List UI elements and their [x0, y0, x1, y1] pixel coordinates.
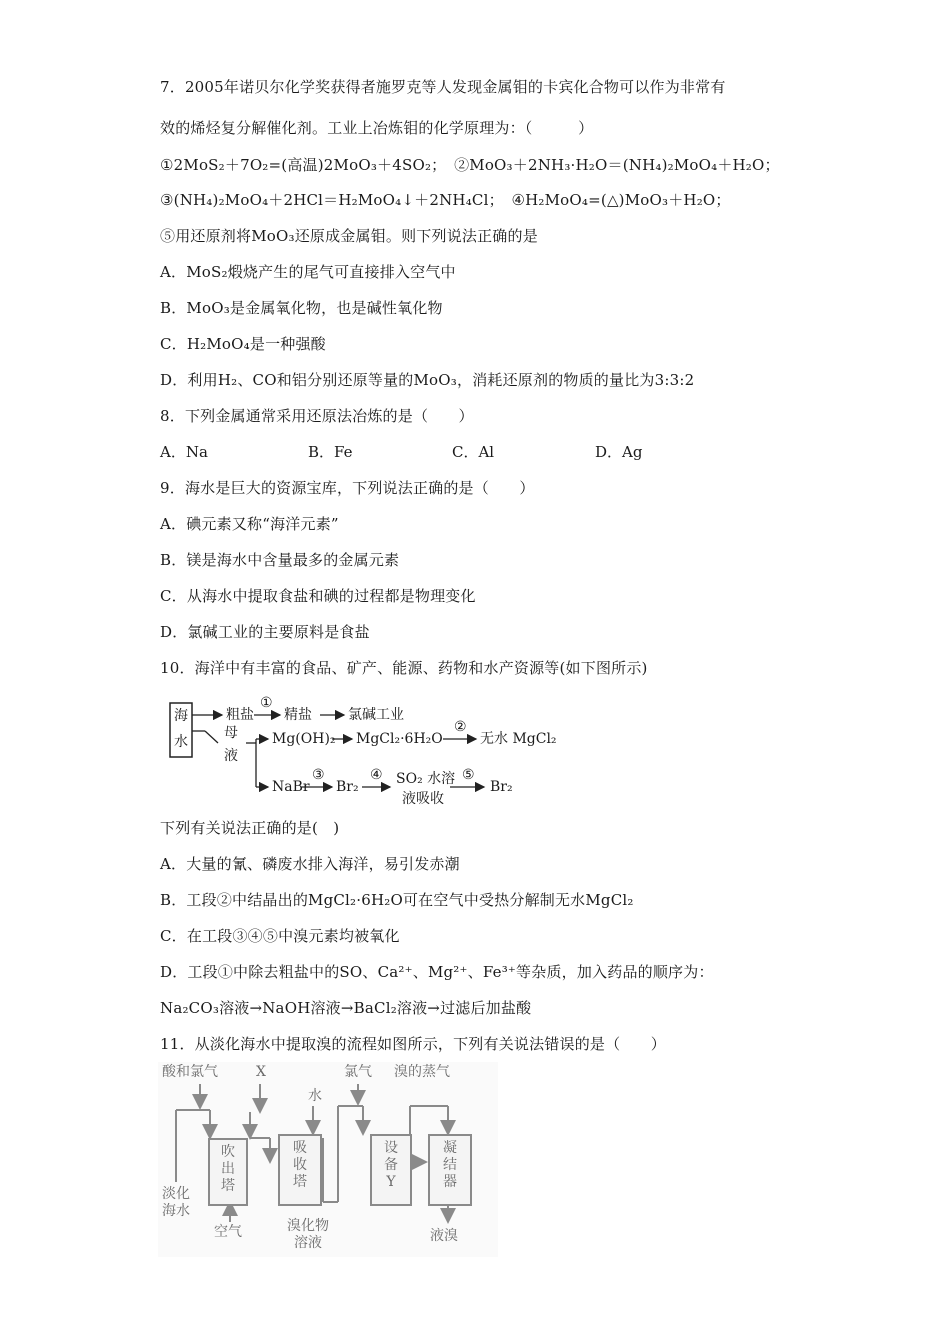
q11-x-label: X [256, 1064, 266, 1080]
q11-device-y-label: 设备Y [384, 1140, 398, 1190]
q7-stem-line2: 效的烯烃复分解催化剂。工业上冶炼钼的化学原理为：（ ） [160, 119, 594, 137]
q10-br2-second: Br₂ [490, 779, 513, 795]
q10-step5-marker: ⑤ [462, 767, 475, 783]
q11-absorption-tower-label: 吸收塔 [293, 1140, 307, 1190]
q9-option-b: B．镁是海水中含量最多的金属元素 [160, 551, 400, 569]
q7-stem-line1: 7．2005年诺贝尔化学奖获得者施罗克等人发现金属钼的卡宾化合物可以作为非常有 [160, 78, 726, 96]
q11-chlorine-label: 氯气 [344, 1064, 372, 1080]
q10-nabr: NaBr [272, 779, 310, 795]
q11-condenser-label: 凝结器 [443, 1140, 457, 1190]
q10-flow-diagram [160, 695, 580, 810]
q11-liquid-bromine-label: 液溴 [430, 1228, 458, 1244]
q11-stem: 11．从淡化海水中提取溴的流程如图所示，下列有关说法错误的是（ ） [160, 1035, 666, 1053]
q11-absorption-tower [278, 1134, 322, 1206]
q10-water-label: 水 [174, 734, 188, 750]
q11-condenser [428, 1134, 472, 1206]
q11-bromide-solution-label: 溴化物溶液 [287, 1218, 329, 1251]
q10-anhydrous-mgcl2: 无水 MgCl₂ [480, 731, 557, 747]
q8-option-c: C．Al [452, 443, 495, 461]
q11-air-label: 空气 [214, 1224, 242, 1240]
q7-option-c: C．H₂MoO₄是一种强酸 [160, 335, 326, 353]
q7-equations-line1: ①2MoS₂＋7O₂=(高温)2MoO₃＋4SO₂； ②MoO₃＋2NH₃·H₂O＝(NH₄)₂MoO₄＋H₂O； [160, 156, 780, 174]
q10-option-c: C．在工段③④⑤中溴元素均被氧化 [160, 927, 400, 945]
q10-crude-salt: 粗盐 [226, 707, 254, 723]
q10-mother-label: 母 [224, 725, 238, 741]
q8-option-a: A．Na [160, 443, 208, 461]
q7-equations-line2: ③(NH₄)₂MoO₄＋2HCl＝H₂MoO₄↓＋2NH₄Cl； ④H₂MoO₄=(△)MoO₃＋H₂O； [160, 191, 731, 209]
q11-device-y [370, 1134, 412, 1206]
q9-option-d: D．氯碱工业的主要原料是食盐 [160, 623, 370, 641]
q10-stem: 10．海洋中有丰富的食品、矿产、能源、药物和水产资源等(如下图所示) [160, 659, 648, 677]
q7-option-a: A．MoS₂煅烧产生的尾气可直接排入空气中 [160, 263, 456, 281]
q10-br2-first: Br₂ [336, 779, 359, 795]
q10-step2-marker: ② [454, 719, 467, 735]
q9-stem: 9．海水是巨大的资源宝库，下列说法正确的是（ ） [160, 479, 535, 497]
q11-blow-out-tower-label: 吹出塔 [221, 1144, 235, 1194]
q10-chlor-alkali: 氯碱工业 [348, 707, 404, 723]
q11-blow-out-tower [208, 1138, 248, 1206]
q10-step4-marker: ④ [370, 767, 383, 783]
q7-stem-line5: ⑤用还原剂将MoO₃还原成金属钼。则下列说法正确的是 [160, 227, 538, 245]
q10-option-d-continued: Na₂CO₃溶液→NaOH溶液→BaCl₂溶液→过滤后加盐酸 [160, 999, 532, 1017]
q10-liquor-label: 液 [224, 748, 238, 764]
q11-desalinated-water-label: 淡化海水 [162, 1186, 190, 1219]
q10-sub-stem: 下列有关说法正确的是( ) [160, 819, 340, 837]
q8-stem: 8．下列金属通常采用还原法冶炼的是（ ） [160, 407, 474, 425]
q10-option-a: A．大量的氰、磷废水排入海洋，易引发赤潮 [160, 855, 460, 873]
q10-option-b: B．工段②中结晶出的MgCl₂·6H₂O可在空气中受热分解制无水MgCl₂ [160, 891, 634, 909]
q10-sea-label: 海 [174, 708, 188, 724]
q10-so2-absorb: SO₂ 水溶 [396, 771, 456, 787]
q7-option-d: D．利用H₂、CO和铝分别还原等量的MoO₃，消耗还原剂的物质的量比为3:3:2 [160, 371, 695, 389]
q10-absorb-line2: 液吸收 [402, 791, 444, 807]
q10-refined-salt: 精盐 [284, 707, 312, 723]
q10-option-d: D．工段①中除去粗盐中的SO、Ca²⁺、Mg²⁺、Fe³⁺等杂质，加入药品的顺序为： [160, 963, 714, 981]
q11-bromine-vapor-label: 溴的蒸气 [394, 1064, 450, 1080]
q10-step3-marker: ③ [312, 767, 325, 783]
q10-mgoh2: Mg(OH)₂ [272, 731, 336, 747]
q11-flow-diagram [158, 1062, 498, 1257]
q11-water-label: 水 [308, 1088, 322, 1104]
q9-option-a: A．碘元素又称“海洋元素” [160, 515, 339, 533]
q8-option-d: D．Ag [595, 443, 643, 461]
q7-option-b: B．MoO₃是金属氧化物，也是碱性氧化物 [160, 299, 443, 317]
q9-option-c: C．从海水中提取食盐和碘的过程都是物理变化 [160, 587, 476, 605]
q10-mgcl2-hydrate: MgCl₂·6H₂O [356, 731, 443, 747]
q11-acid-chlorine-label: 酸和氯气 [162, 1064, 218, 1080]
q10-step1-marker: ① [260, 695, 273, 711]
q8-option-b: B．Fe [308, 443, 353, 461]
